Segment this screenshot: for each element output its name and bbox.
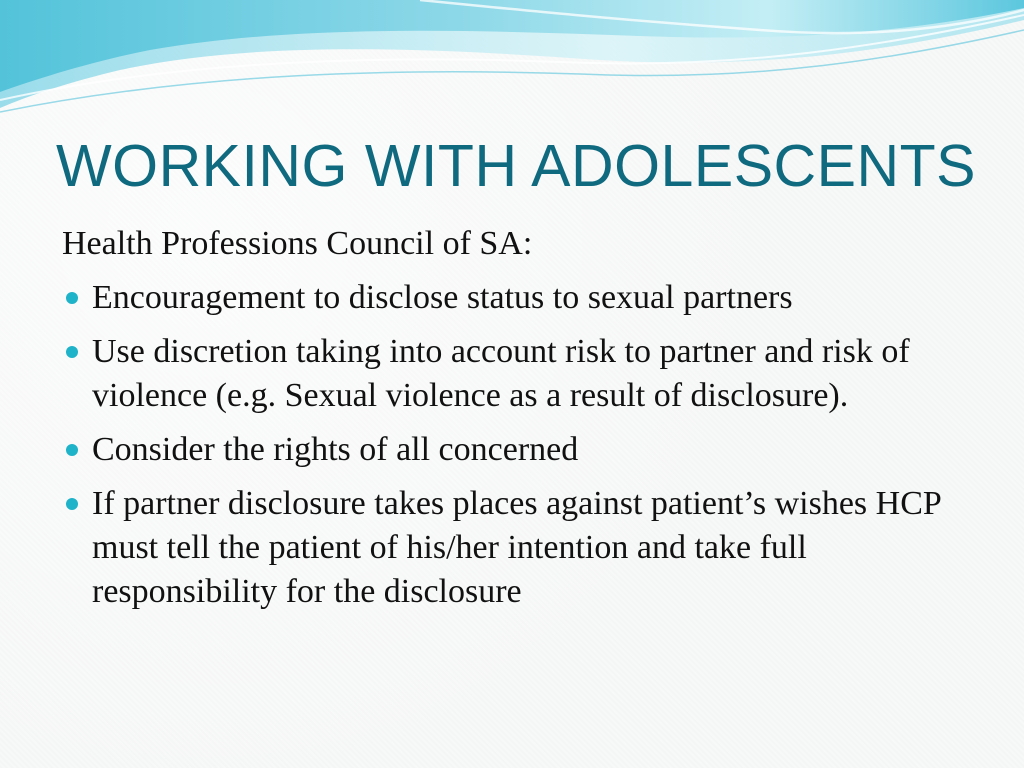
bullet-item — [62, 330, 962, 418]
bullet-item — [62, 428, 962, 472]
slide-title: WORKING WITH ADOLESCENTS — [56, 133, 977, 199]
bullet-dot-icon — [66, 346, 78, 358]
bullet-dot-icon — [66, 292, 78, 304]
intro-text: Health Professions Council of SA: — [62, 225, 533, 262]
bullet-dot-icon — [66, 444, 78, 456]
bullet-text: Consider the rights of all concerned — [92, 431, 579, 468]
bullet-item — [62, 276, 962, 320]
bullet-dot-icon — [66, 498, 78, 510]
header-wave-decoration — [0, 0, 1024, 130]
bullet-text: Encouragement to disclose status to sexual partners — [92, 279, 793, 316]
slide-body — [62, 222, 962, 624]
bullet-list — [62, 276, 962, 614]
bullet-text: If partner disclosure takes places against patient’s wishes HCP must tell the patient of his/her intention and take full responsibility for the disclosure — [92, 485, 941, 610]
bullet-text: Use discretion taking into account risk to partner and risk of violence (e.g. Sexual violence as a result of disclosure). — [92, 333, 910, 414]
bullet-item — [62, 482, 962, 614]
